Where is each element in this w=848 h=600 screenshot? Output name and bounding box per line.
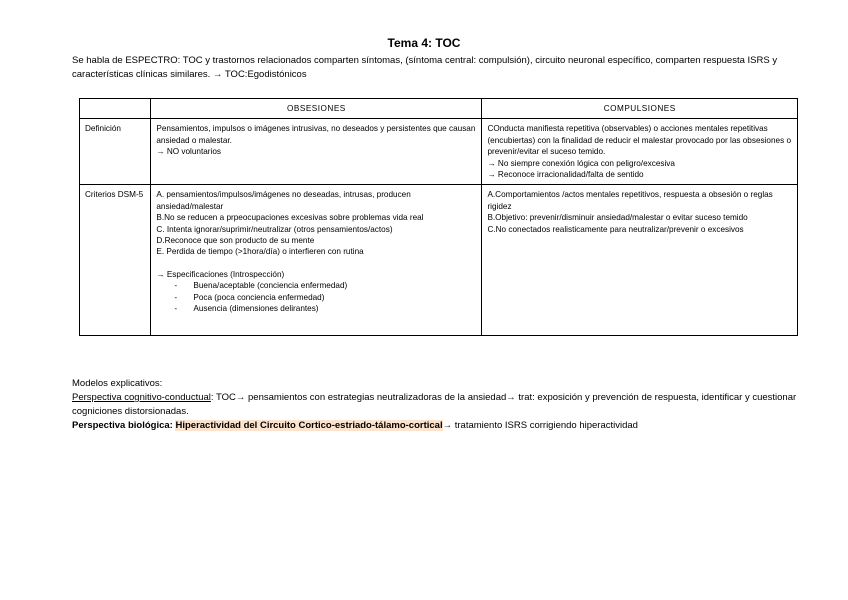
especificacion-text: Ausencia (dimensiones delirantes) xyxy=(193,304,319,314)
table-row-definicion xyxy=(80,119,798,185)
row-label-dsm5: Criterios DSM-5 xyxy=(80,185,151,336)
cognitive-label: Perspectiva cognitivo-conductual xyxy=(72,392,211,403)
header-compulsiones: COMPULSIONES xyxy=(482,99,798,119)
header-obsesiones: OBSESIONES xyxy=(151,99,482,119)
dsm-obsesiones-cell xyxy=(151,185,482,336)
definicion-obsesiones-line: → NO voluntarios xyxy=(156,147,221,157)
especificacion-item: - Buena/aceptable (conciencia enfermedad) xyxy=(174,281,348,291)
dsm-obsesiones-criterion: D.Reconoce que son producto de su mente xyxy=(156,236,315,246)
dsm-obsesiones-criterion: C. Intenta ignorar/suprimir/neutralizar (otros pensamientos/actos) xyxy=(156,224,393,234)
bio-highlight: Hiperactividad del Circuito Cortico-estriado-tálamo-cortical xyxy=(175,420,443,431)
especificacion-item: - Ausencia (dimensiones delirantes) xyxy=(174,304,319,314)
especificaciones-heading: → Especificaciones (Introspección) xyxy=(156,269,285,279)
definicion-compulsiones-cell xyxy=(482,119,798,185)
table-header-row xyxy=(80,99,798,119)
table-row-dsm5 xyxy=(80,185,798,336)
intro-paragraph: Se habla de ESPECTRO: TOC y trastornos relacionados comparten síntomas, (síntoma central: compulsión), circuito neuronal específico, comparten respuesta ISRS y características clínicas similares. → TOC:Egodistónicos xyxy=(72,55,778,80)
definicion-obsesiones-cell xyxy=(151,119,482,185)
definicion-obsesiones-line: Pensamientos, impulsos o imágenes intrusivas, no deseados y persistentes que causan ansiedad o malestar. xyxy=(156,124,476,145)
bio-label: Perspectiva biológica: xyxy=(72,420,173,431)
toc-table xyxy=(79,98,798,336)
bio-paragraph xyxy=(72,419,812,433)
especificacion-text: Buena/aceptable (conciencia enfermedad) xyxy=(193,281,348,291)
bio-text: → tratamiento ISRS corrigiendo hiperactividad xyxy=(442,420,638,431)
especificacion-item: - Poca (poca conciencia enfermedad) xyxy=(174,292,325,302)
especificacion-text: Poca (poca conciencia enfermedad) xyxy=(193,292,325,302)
row-label-definicion: Definición xyxy=(80,119,151,185)
document-title: Tema 4: TOC xyxy=(387,36,461,50)
header-empty xyxy=(80,99,151,119)
definicion-compulsiones-line: → Reconoce irracionalidad/falta de sentido xyxy=(487,170,644,180)
dsm-compulsiones-criterion: C.No conectados realisticamente para neutralizar/prevenir o excesivos xyxy=(487,224,744,234)
dsm-obsesiones-criterion: E. Perdida de tiempo (>1hora/día) o interfieren con rutina xyxy=(156,247,364,257)
dsm-obsesiones-criterion: B.No se reducen a prpeocupaciones excesivas sobre problemas vida real xyxy=(156,213,424,223)
models-heading: Modelos explicativos: xyxy=(72,378,163,389)
definicion-compulsiones-line: COnducta manifiesta repetitiva (observables) o acciones mentales repetitivas (encubiertas) con la finalidad de reducir el malestar provocado por las obsesiones o prevenir/evitar el suceso temido. xyxy=(487,124,791,157)
dsm-obsesiones-criterion: A. pensamientos/impulsos/imágenes no deseadas, intrusas, producen ansiedad/malestar xyxy=(156,190,411,211)
cognitive-paragraph xyxy=(72,391,812,419)
dsm-compulsiones-criterion: B.Objetivo: prevenir/disminuir ansiedad/malestar o evitar suceso temido xyxy=(487,213,748,223)
models-section xyxy=(72,377,812,433)
cognitive-text: : TOC→ pensamientos con estrategias neutralizadoras de la ansiedad→ trat: exposición y prevención de respuesta, identificar y cuestionar cogniciones distorsionadas. xyxy=(72,392,797,417)
spacer xyxy=(156,258,476,269)
dsm-compulsiones-cell xyxy=(482,185,798,336)
definicion-compulsiones-line: → No siempre conexión lógica con peligro/excesiva xyxy=(487,158,675,168)
dsm-compulsiones-criterion: A.Comportamientos /actos mentales repetitivos, respuesta a obsesión o reglas rigidez xyxy=(487,190,773,211)
